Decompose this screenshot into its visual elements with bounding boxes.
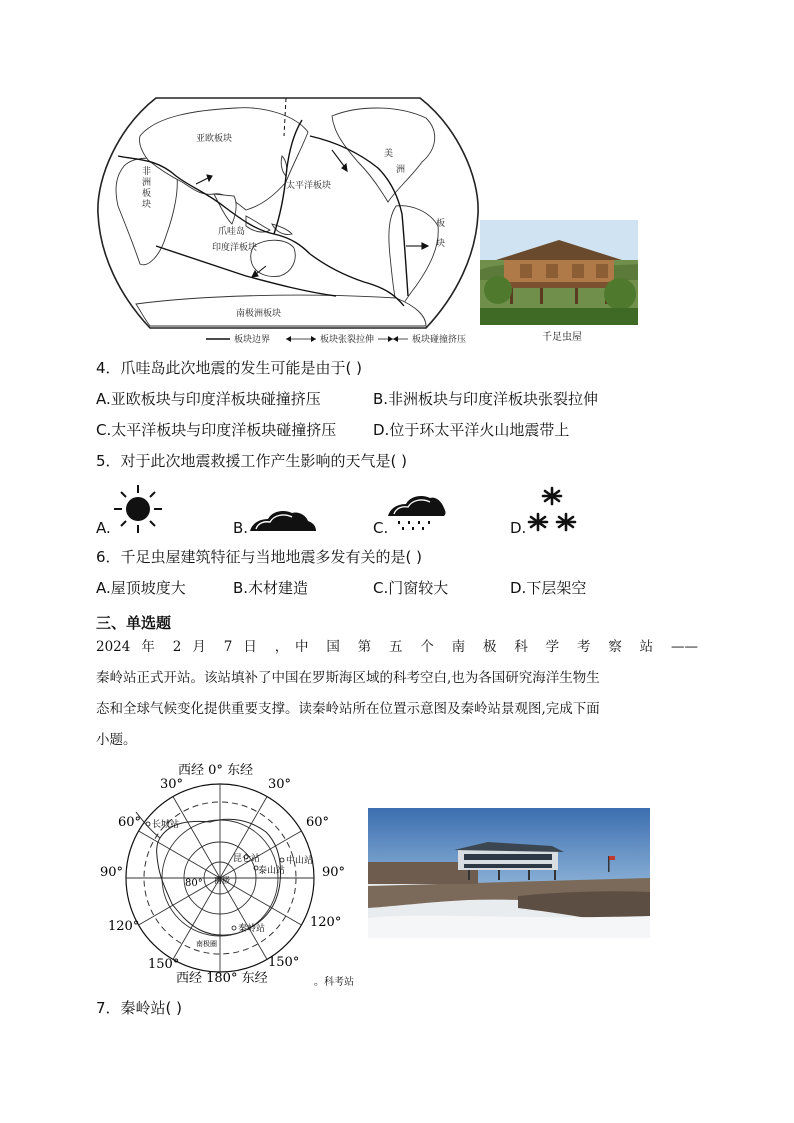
q5-option-a[interactable]: A. xyxy=(96,519,111,537)
cloudy-icon xyxy=(248,505,318,535)
svg-text:板: 板 xyxy=(142,189,152,199)
label-african-plate-1: 非 xyxy=(142,167,152,177)
q5-option-d[interactable]: D. xyxy=(510,519,527,537)
q6-option-d[interactable]: D.下层架空 xyxy=(510,579,587,597)
label-80: 80° xyxy=(185,878,203,889)
station-taishan: 泰山站 xyxy=(258,866,286,876)
label-america-1: 美 xyxy=(384,149,394,159)
station-kunlun: 昆仑站 xyxy=(233,854,261,864)
label-pole: 南极 xyxy=(214,876,230,885)
svg-text:块: 块 xyxy=(142,200,152,210)
plate-map xyxy=(96,96,480,332)
question-6-stem: 6．千足虫屋建筑特征与当地地震多发有关的是( ) xyxy=(96,548,423,566)
antarctica-polar-map xyxy=(96,760,366,990)
q6-option-a[interactable]: A.屋顶坡度大 xyxy=(96,579,186,597)
qinling-station-photo xyxy=(368,808,650,938)
q4-option-c[interactable]: C.太平洋板块与印度洋板块碰撞挤压 xyxy=(96,421,337,439)
label-antarctic-plate: 南极洲板块 xyxy=(236,309,282,319)
label-eurasian-plate: 亚欧板块 xyxy=(196,134,233,144)
label-pacific-plate: 太平洋板块 xyxy=(286,181,332,191)
label-60e: 60° xyxy=(306,815,330,830)
station-qinling: 秦岭站 xyxy=(238,924,266,934)
snow-icon xyxy=(526,486,578,534)
label-america-4: 块 xyxy=(436,239,446,249)
question-5-stem: 5．对于此次地震救援工作产生影响的天气是( ) xyxy=(96,452,408,470)
label-america-2: 洲 xyxy=(396,165,406,175)
label-120e: 120° xyxy=(310,915,342,930)
label-60w: 60° xyxy=(118,815,142,830)
q5-option-c[interactable]: C. xyxy=(373,519,389,537)
q6-option-c[interactable]: C.门窗较大 xyxy=(373,579,449,597)
section-3-title: 三、单选题 xyxy=(96,614,172,632)
passage-line-1: 2024 年 2 月 7 日 ，中 国 第 五 个 南 极 科 学 考 察 站 —— xyxy=(96,639,698,655)
millipede-house-photo xyxy=(480,220,638,325)
rain-icon xyxy=(386,492,446,532)
label-30e: 30° xyxy=(268,777,292,792)
sunny-icon xyxy=(112,483,164,535)
label-bottom: 西经 180° 东经 xyxy=(176,971,268,986)
question-7-stem: 7．秦岭站( ) xyxy=(96,999,183,1017)
q6-option-b[interactable]: B.木材建造 xyxy=(233,579,309,597)
station-zhongshan: 中山站 xyxy=(286,856,314,866)
label-150e: 150° xyxy=(268,955,300,970)
q4-option-d[interactable]: D.位于环太平洋火山地震带上 xyxy=(373,421,570,439)
question-4-stem: 4．爪哇岛此次地震的发生可能是由于( ) xyxy=(96,359,363,377)
legend-divergent: 板块张裂拉伸 xyxy=(320,335,375,345)
plate-map-legend xyxy=(206,333,486,345)
passage-line-2: 秦岭站正式开站。该站填补了中国在罗斯海区域的科考空白,也为各国研究海洋生物生 xyxy=(96,670,600,686)
passage-line-4: 小题。 xyxy=(96,732,137,748)
label-90w: 90° xyxy=(100,865,124,880)
legend-boundary: 板块边界 xyxy=(234,335,271,345)
q5-option-b[interactable]: B. xyxy=(233,519,249,537)
label-120w: 120° xyxy=(108,919,140,934)
passage xyxy=(96,632,698,756)
label-america-3: 板 xyxy=(436,219,446,229)
q4-option-b[interactable]: B.非洲板块与印度洋板块张裂拉伸 xyxy=(373,390,599,408)
label-top: 西经 0° 东经 xyxy=(178,763,254,778)
label-java: 爪哇岛 xyxy=(218,227,246,237)
photo1-caption: 千足虫屋 xyxy=(542,332,582,343)
station-changcheng: 长城站 xyxy=(152,820,180,830)
label-150w: 150° xyxy=(148,957,180,972)
passage-line-3: 态和全球气候变化提供重要支撑。读秦岭站所在位置示意图及秦岭站景观图,完成下面 xyxy=(96,701,600,717)
svg-text:洲: 洲 xyxy=(142,178,152,188)
label-polar-circle: 南极圈 xyxy=(196,940,217,948)
label-30w: 30° xyxy=(160,777,184,792)
legend-convergent: 板块碰撞挤压 xyxy=(412,335,467,345)
polar-map-legend: 。科考站 xyxy=(314,977,354,988)
label-90e: 90° xyxy=(322,865,346,880)
label-indian-plate: 印度洋板块 xyxy=(212,243,258,253)
q4-option-a[interactable]: A.亚欧板块与印度洋板块碰撞挤压 xyxy=(96,390,321,408)
